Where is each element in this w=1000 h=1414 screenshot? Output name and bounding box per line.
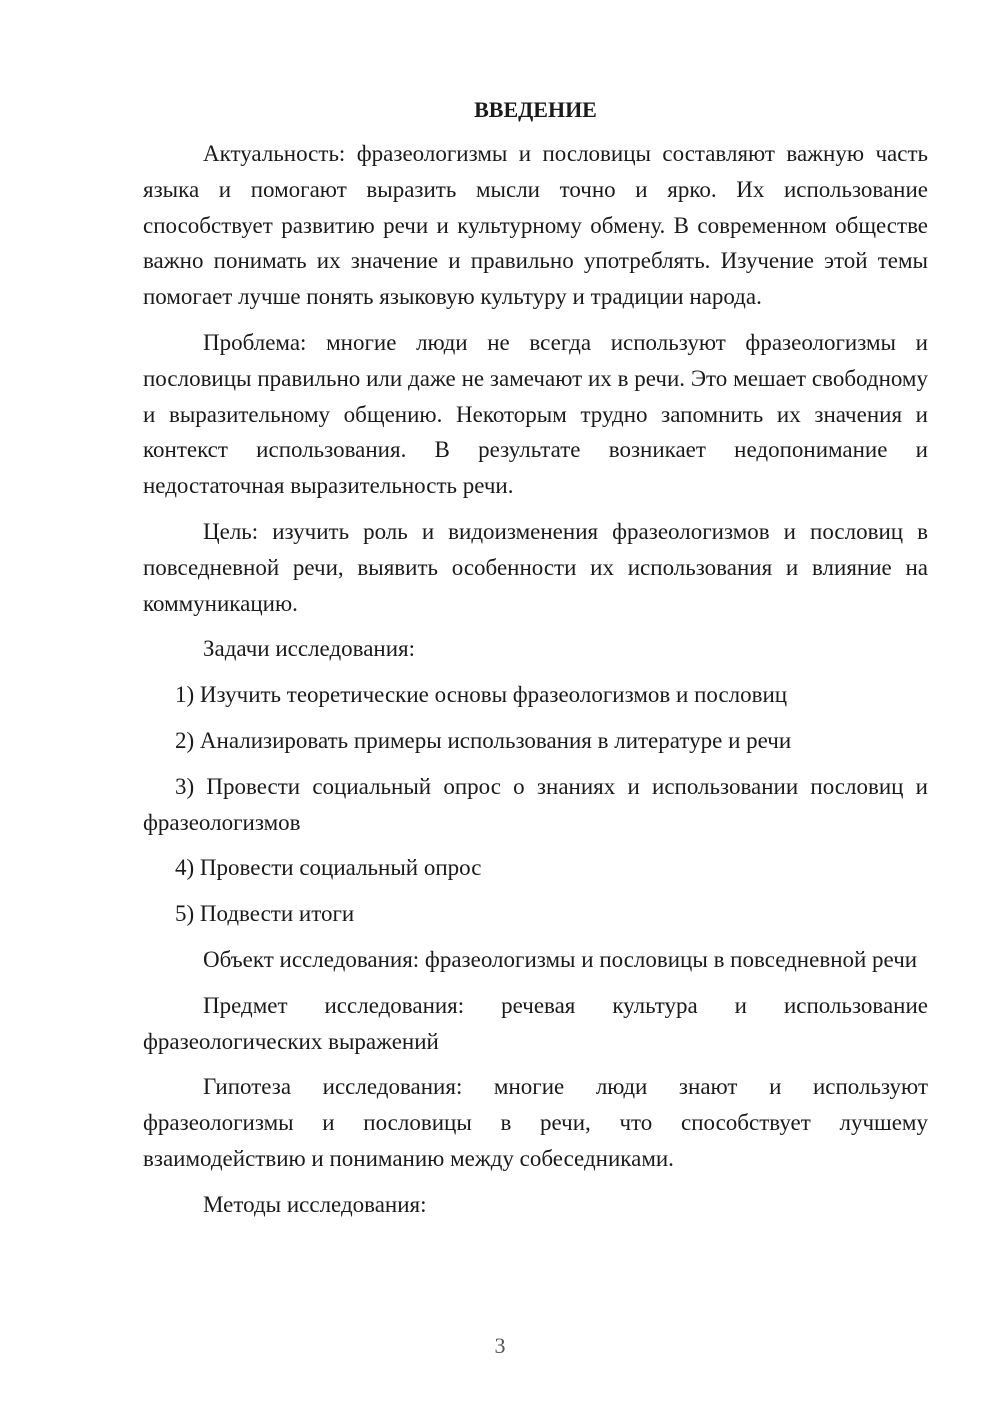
task-item-3: 3) Провести социальный опрос о знаниях и использовании пословиц и фразеологизмов <box>143 773 928 835</box>
subject-paragraph: Предмет исследования: речевая культура и использование фразеологических выражений <box>143 992 928 1054</box>
relevance-paragraph: Актуальность: фразеологизмы и пословицы составляют важную часть языка и помогают выразить мысли точно и ярко. Их использование способствует развитию речи и культурному обмену. В современном обществе важно понимать их значение и правильно употреблять. Изучение этой темы помогает лучше понять языковую культуру и традиции народа. <box>143 141 928 310</box>
methods-heading: Методы исследования: <box>203 1191 427 1217</box>
tasks-heading: Задачи исследования: <box>203 636 416 662</box>
object-paragraph: Объект исследования: фразеологизмы и пословицы в повседневной речи <box>203 946 918 972</box>
hypothesis-paragraph: Гипотеза исследования: многие люди знают и используют фразеологизмы и пословицы в речи, что способствует лучшему взаимодействию и пониманию между собеседниками. <box>143 1074 928 1171</box>
task-item-1: 1) Изучить теоретические основы фразеологизмов и пословиц <box>175 682 788 708</box>
page-number: 3 <box>494 1333 506 1358</box>
task-item-2: 2) Анализировать примеры использования в литературе и речи <box>175 727 792 753</box>
task-item-5: 5) Подвести итоги <box>175 901 355 927</box>
task-item-4: 4) Провести социальный опрос <box>175 855 482 881</box>
document-page <box>143 92 928 1233</box>
page-title: ВВЕДЕНИЕ <box>474 97 597 122</box>
problem-paragraph: Проблема: многие люди не всегда используют фразеологизмы и пословицы правильно или даже не замечают их в речи. Это мешает свободному и выразительному общению. Некоторым трудно запомнить их значения и контекст использования. В результате возникает недопонимание и недостаточная выразительность речи. <box>143 329 928 499</box>
goal-paragraph: Цель: изучить роль и видоизменения фразеологизмов и пословиц в повседневной речи, выявить особенности их использования и влияние на коммуникацию. <box>143 518 928 616</box>
